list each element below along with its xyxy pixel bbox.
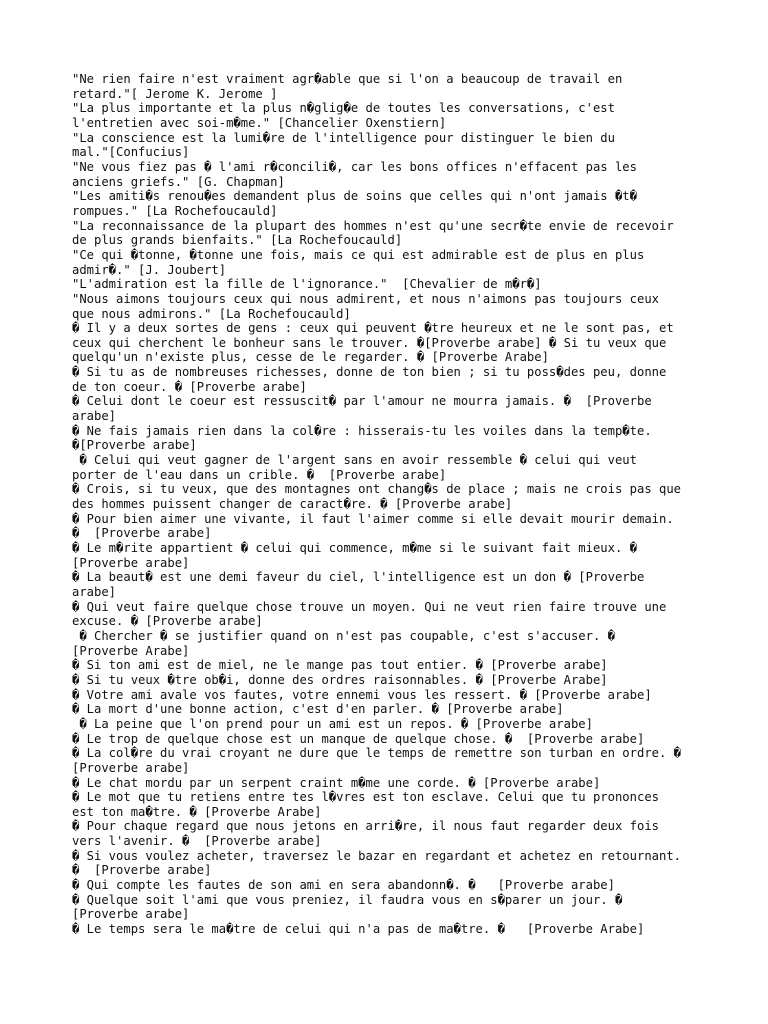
text-line: "La conscience est la lumi�re de l'intelligence pour distinguer le bien du — [72, 130, 615, 145]
text-line: � Si vous voulez acheter, traversez le bazar en regardant et achetez en retournant. — [72, 848, 682, 863]
text-line: � La beaut� est une demi faveur du ciel, l'intelligence est un don � [Proverbe — [72, 570, 645, 585]
text-line: [Proverbe arabe] — [72, 760, 190, 775]
text-line: � Le temps sera le ma�tre de celui qui n'a pas de ma�tre. � [Proverbe Arabe] — [72, 922, 645, 937]
text-line: � Le m�rite appartient � celui qui commence, m�me si le suivant fait mieux. � — [72, 541, 637, 555]
text-line: � Si tu veux �tre ob�i, donne des ordres raisonnables. � [Proverbe Arabe] — [72, 672, 608, 687]
text-line: "Les amiti�s renou�es demandent plus de soins que celles qui n'ont jamais �t� — [72, 189, 637, 204]
text-line: est ton ma�tre. � [Proverbe Arabe] — [72, 804, 322, 819]
text-line: arabe] — [72, 409, 117, 424]
text-line: � Pour chaque regard que nous jetons en arri�re, il nous faut regarder deux fois — [72, 819, 659, 834]
text-line: � [Proverbe arabe] — [72, 863, 212, 878]
text-line: � La peine que l'on prend pour un ami est un repos. � [Proverbe arabe] — [72, 716, 593, 731]
text-line: "L'admiration est la fille de l'ignorance." [Chevalier de m�r�] — [72, 277, 542, 292]
text-line: quelqu'un n'existe plus, cesse de le regarder. � [Proverbe Arabe] — [72, 350, 549, 365]
text-line: � Le mot que tu retiens entre tes l�vres est ton esclave. Celui que tu prononces — [72, 790, 659, 805]
text-line: � Si tu as de nombreuses richesses, donne de ton bien ; si tu poss�des peu, donne — [72, 365, 667, 380]
text-line: que nous admirons." [La Rochefoucauld] — [72, 306, 351, 321]
text-line: porter de l'eau dans un crible. � [Proverbe arabe] — [72, 467, 447, 482]
text-line: "Nous aimons toujours ceux qui nous admirent, et nous n'aimons pas toujours ceux — [72, 291, 659, 306]
text-line: "La plus importante et la plus n�glig�e de toutes les conversations, c'est — [72, 101, 615, 116]
text-line: � Il y a deux sortes de gens : ceux qui peuvent �tre heureux et ne le sont pas, et — [72, 321, 674, 336]
text-line: de ton coeur. � [Proverbe arabe] — [72, 379, 307, 394]
text-line: des hommes puissent changer de caract�re. � [Proverbe arabe] — [72, 497, 513, 512]
text-line: [Proverbe arabe] — [72, 555, 190, 570]
text-line: ceux qui cherchent le bonheur sans le trouver. �[Proverbe arabe] � Si tu veux que — [72, 335, 667, 350]
text-line: � Crois, si tu veux, que des montagnes ont chang�s de place ; mais ne crois pas que — [72, 482, 682, 497]
text-line: � Celui qui veut gagner de l'argent sans en avoir ressemble � celui qui veut — [72, 453, 637, 468]
text-line: � Qui compte les fautes de son ami en sera abandonn�. � [Proverbe arabe] — [72, 878, 615, 893]
text-line: "Ne vous fiez pas � l'ami r�concili�, car les bons offices n'effacent pas les — [72, 159, 637, 174]
text-line: excuse. � [Proverbe arabe] — [72, 614, 263, 629]
text-line: arabe] — [72, 584, 117, 599]
text-line: [Proverbe arabe] — [72, 907, 190, 922]
text-line: � La mort d'une bonne action, c'est d'en parler. � [Proverbe arabe] — [72, 702, 564, 717]
text-line: �[Proverbe arabe] — [72, 438, 197, 453]
text-line: � Celui dont le coeur est ressuscit� par l'amour ne mourra jamais. � [Proverbe — [72, 394, 652, 409]
text-line: l'entretien avec soi-m�me." [Chancelier Oxenstiern] — [72, 115, 447, 130]
text-line: anciens griefs." [G. Chapman] — [72, 174, 285, 189]
text-line: "La reconnaissance de la plupart des hommes n'est qu'une secr�te envie de recevoir — [72, 218, 674, 233]
text-line: � Le chat mordu par un serpent craint m�me une corde. � [Proverbe arabe] — [72, 775, 601, 790]
text-line: � Si ton ami est de miel, ne le mange pas tout entier. � [Proverbe arabe] — [72, 658, 608, 673]
text-line: � La col�re du vrai croyant ne dure que le temps de remettre son turban en ordre. � — [72, 746, 682, 761]
text-line: [Proverbe Arabe] — [72, 643, 190, 658]
text-line: admir�." [J. Joubert] — [72, 262, 227, 277]
text-line: "Ne rien faire n'est vraiment agr�able que si l'on a beaucoup de travail en — [72, 72, 623, 86]
text-line: "Ce qui �tonne, �tonne une fois, mais ce qui est admirable est de plus en plus — [72, 247, 645, 262]
text-line: vers l'avenir. � [Proverbe arabe] — [72, 834, 322, 849]
text-line: � Ne fais jamais rien dans la col�re : hisserais-tu les voiles dans la temp�te. — [72, 423, 652, 438]
text-line: � Le trop de quelque chose est un manque de quelque chose. � [Proverbe arabe] — [72, 731, 645, 746]
text-line: mal."[Confucius] — [72, 145, 190, 160]
text-line: � [Proverbe arabe] — [72, 526, 212, 541]
text-line: de plus grands bienfaits." [La Rochefoucauld] — [72, 233, 403, 248]
text-line: � Quelque soit l'ami que vous preniez, il faudra vous en s�parer un jour. � — [72, 892, 623, 907]
text-line: � Votre ami avale vos fautes, votre ennemi vous les ressert. � [Proverbe arabe] — [72, 687, 652, 702]
text-line: � Chercher � se justifier quand on n'est pas coupable, c'est s'accuser. � — [72, 628, 615, 643]
text-line: rompues." [La Rochefoucauld] — [72, 203, 278, 218]
text-line: � Pour bien aimer une vivante, il faut l'aimer comme si elle devait mourir demain. — [72, 511, 674, 526]
text-line: � Qui veut faire quelque chose trouve un moyen. Qui ne veut rien faire trouve une — [72, 599, 667, 614]
document-body — [72, 72, 712, 937]
text-line: retard."[ Jerome K. Jerome ] — [72, 86, 278, 101]
